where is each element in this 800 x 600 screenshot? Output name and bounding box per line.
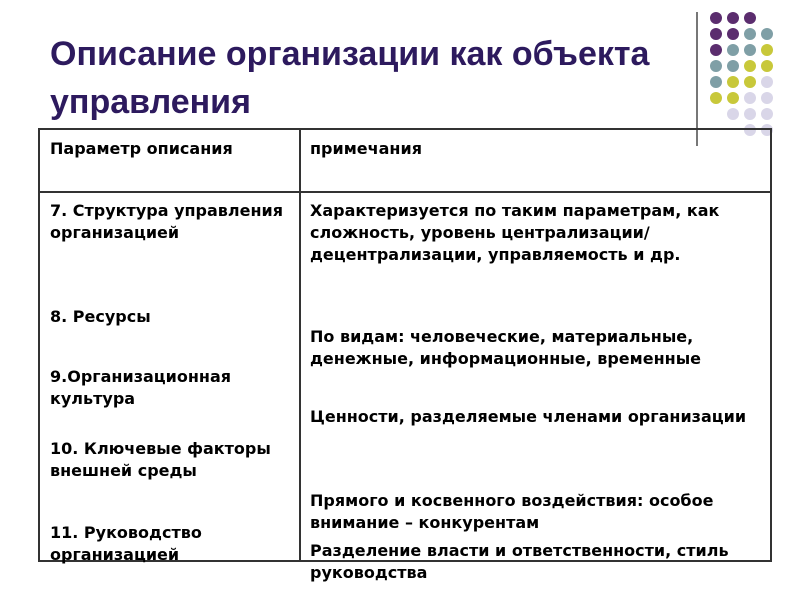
row-note-10: Прямого и косвенного воздействия: особое внимание – конкурентам bbox=[310, 491, 714, 532]
decorative-dot bbox=[727, 92, 739, 104]
decorative-dot bbox=[744, 60, 756, 72]
decorative-dot bbox=[727, 12, 739, 24]
row-note-7: Характеризуется по таким параметрам, как сложность, уровень централизации/ децентрализации, управляемость и др. bbox=[310, 201, 720, 264]
row-note-11: Разделение власти и ответственности, стиль руководства bbox=[310, 541, 729, 582]
table-header-row bbox=[40, 130, 770, 193]
decorative-dot bbox=[710, 60, 722, 72]
decorative-dot bbox=[727, 108, 739, 120]
decorative-dot bbox=[744, 92, 756, 104]
row-param-9: 9.Организационная культура bbox=[50, 367, 232, 408]
decorative-dot bbox=[761, 108, 773, 120]
decorative-dot bbox=[710, 76, 722, 88]
row-param-7: 7. Структура управления организацией bbox=[50, 201, 284, 242]
row-note-8: По видам: человеческие, материальные, денежные, информационные, временные bbox=[310, 327, 702, 368]
decorative-dot bbox=[710, 92, 722, 104]
column-divider bbox=[299, 130, 301, 560]
header-param: Параметр описания bbox=[50, 139, 233, 158]
decorative-dot bbox=[744, 76, 756, 88]
decorative-dot bbox=[727, 44, 739, 56]
decorative-dot-grid bbox=[706, 8, 786, 138]
decorative-dot bbox=[761, 92, 773, 104]
decorative-dot bbox=[761, 28, 773, 40]
decorative-dot bbox=[744, 12, 756, 24]
header-notes: примечания bbox=[310, 139, 422, 158]
decorative-dot bbox=[727, 76, 739, 88]
description-table bbox=[38, 128, 772, 582]
decorative-dot bbox=[744, 44, 756, 56]
row-param-8: 8. Ресурсы bbox=[50, 307, 151, 326]
decorative-dot bbox=[761, 44, 773, 56]
decorative-dot bbox=[710, 28, 722, 40]
decorative-dot bbox=[744, 108, 756, 120]
decorative-dot bbox=[710, 44, 722, 56]
decorative-dot bbox=[761, 76, 773, 88]
decorative-dot bbox=[761, 60, 773, 72]
decorative-dot bbox=[744, 28, 756, 40]
row-note-9: Ценности, разделяемые членами организации bbox=[310, 407, 747, 426]
slide-title: Описание организации как объекта управления bbox=[50, 35, 650, 121]
decorative-dot bbox=[727, 28, 739, 40]
decorative-dot bbox=[710, 12, 722, 24]
decorative-divider bbox=[696, 12, 698, 146]
decorative-dot bbox=[727, 60, 739, 72]
row-param-11: 11. Руководство организацией bbox=[50, 523, 202, 564]
row-param-10: 10. Ключевые факторы внешней среды bbox=[50, 439, 271, 480]
